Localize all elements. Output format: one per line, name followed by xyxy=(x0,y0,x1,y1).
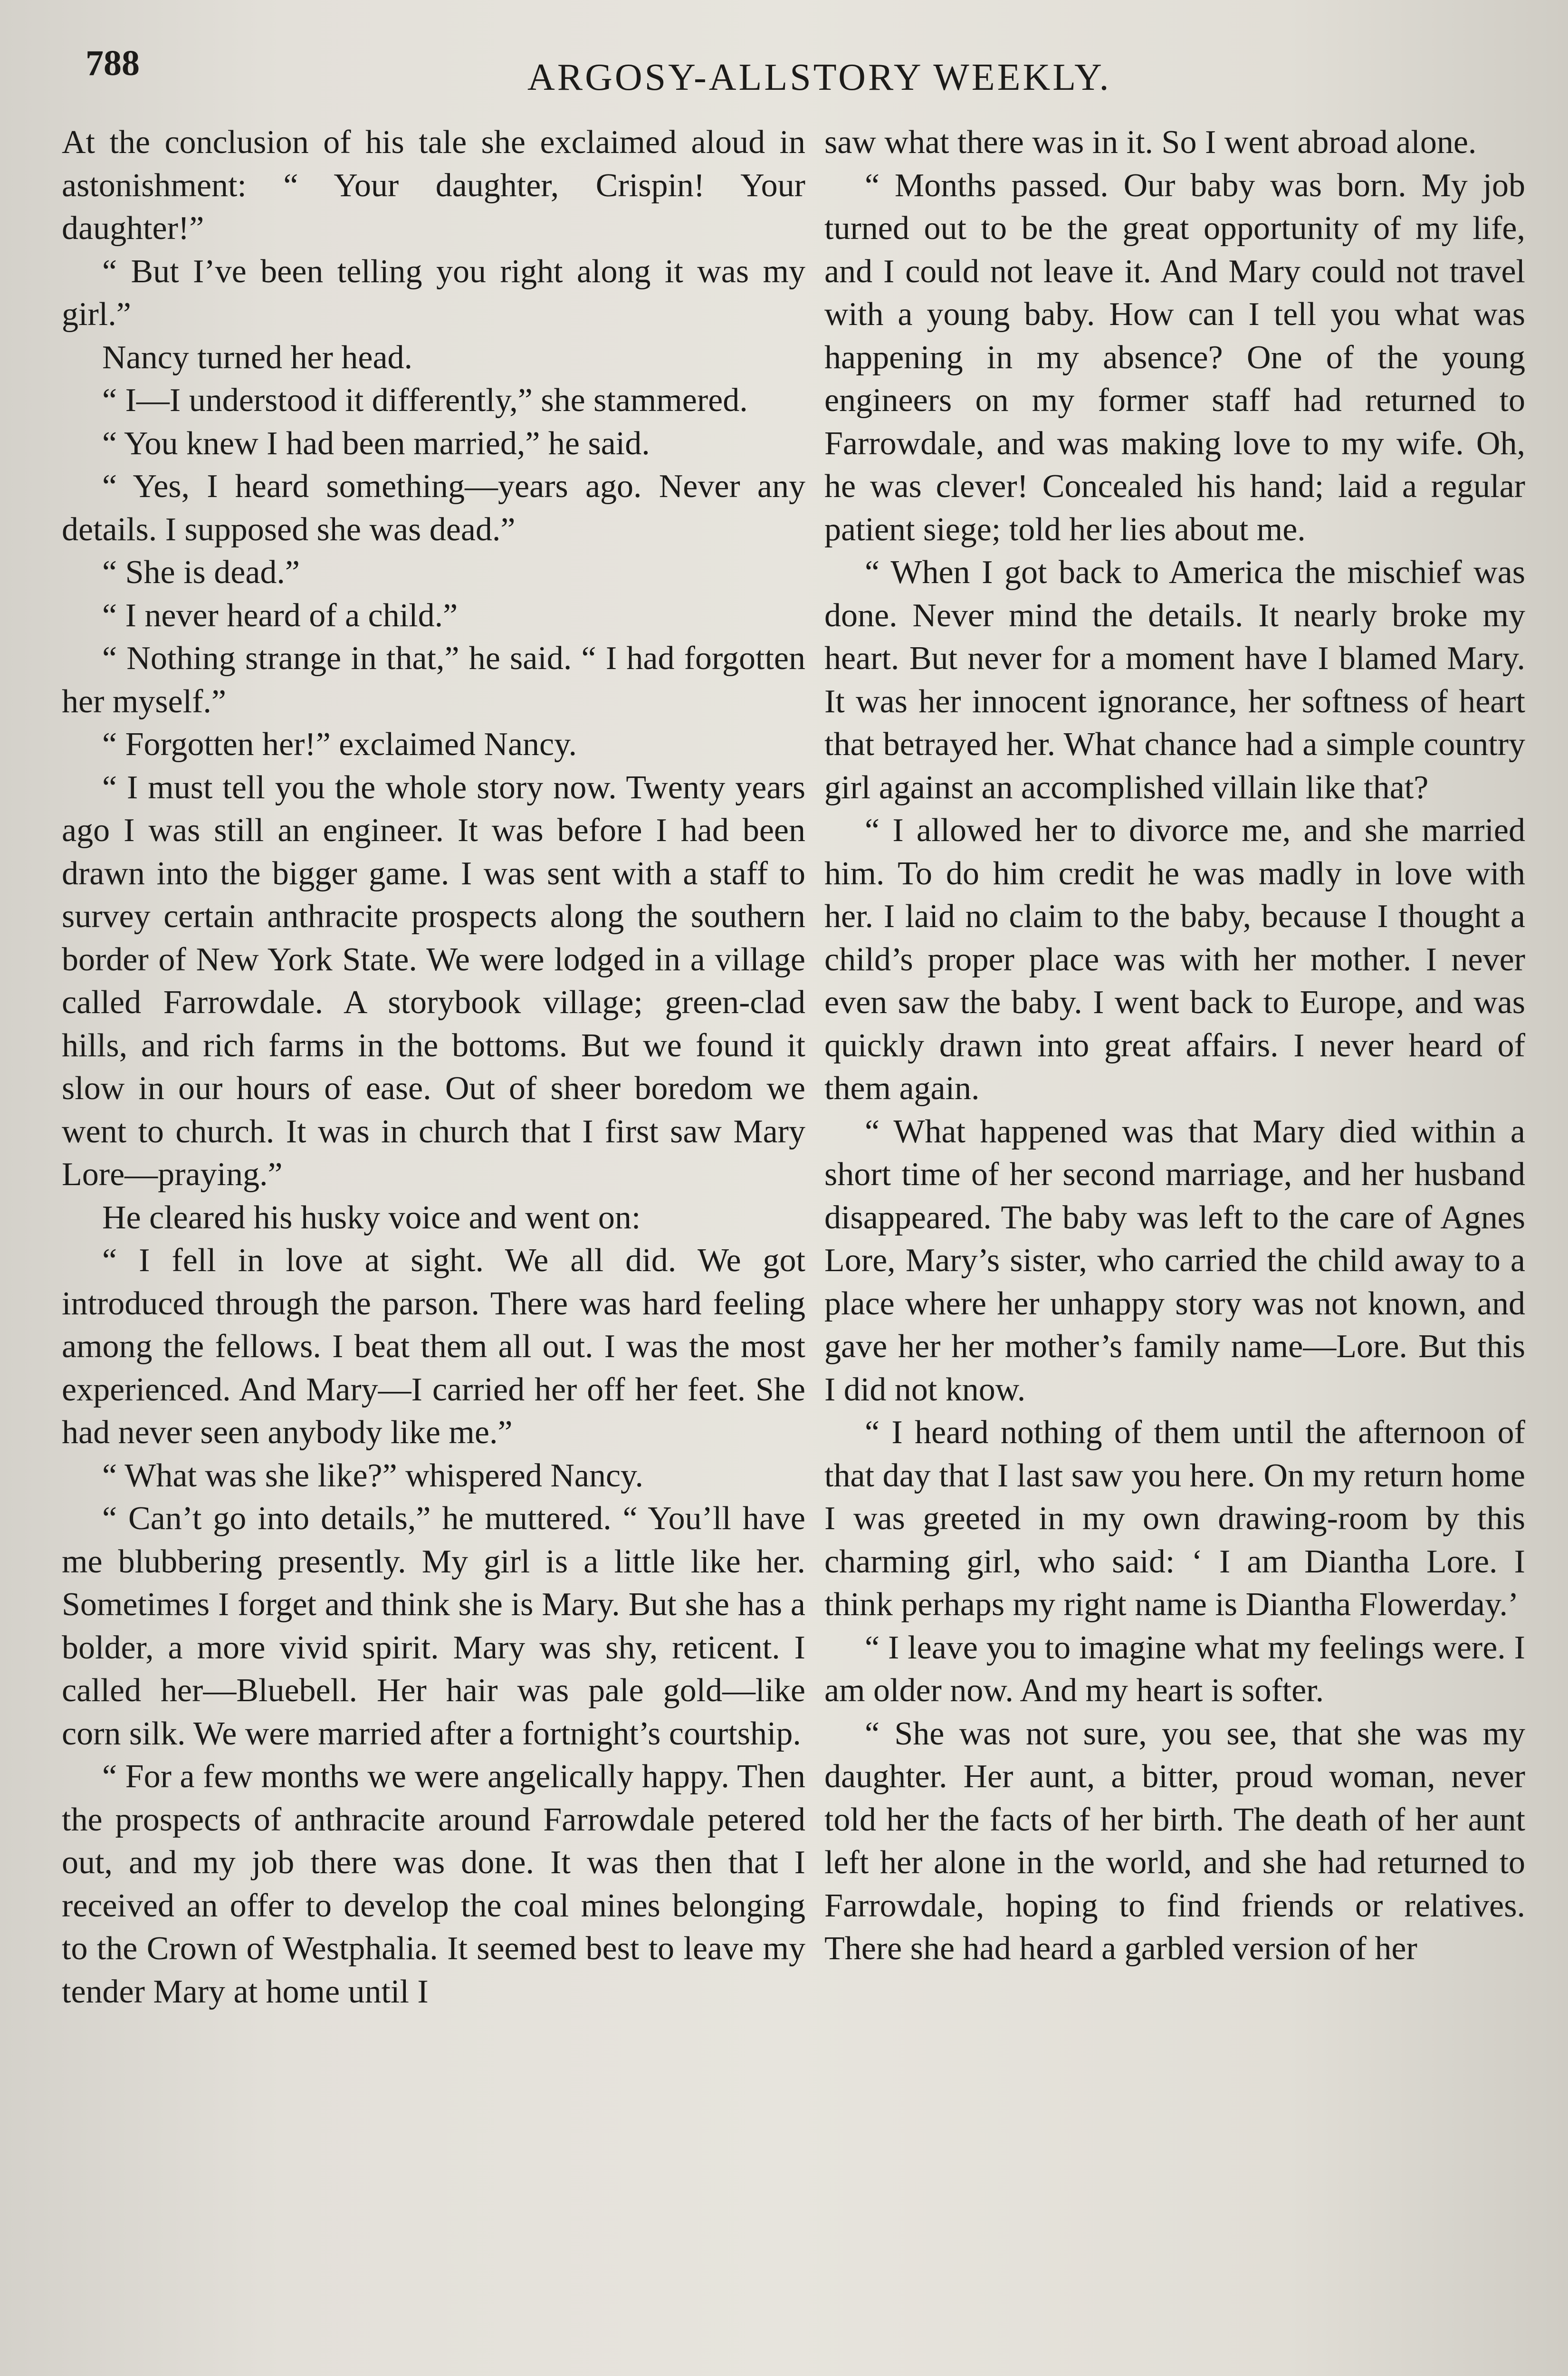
paragraph: Nancy turned her head. xyxy=(102,339,413,376)
paragraph: At the conclusion of his tale she exclaimed aloud in astonishment: “ Your daughter, Crispin! Your daughter!” xyxy=(62,124,805,247)
right-column xyxy=(824,121,1525,1971)
page-number: 788 xyxy=(86,43,140,83)
paragraph: “ You knew I had been married,” he said. xyxy=(102,425,650,462)
paragraph: “ She was not sure, you see, that she was my daughter. Her aunt, a bitter, proud woman, never told her the facts of her birth. The death of her aunt left her alone in the world, and she had returned to Farrowdale, hoping to find friends or relatives. There she had heard a garbled version of her xyxy=(824,1715,1525,1967)
paragraph: “ What was she like?” whispered Nancy. xyxy=(102,1457,644,1494)
paragraph: “ I never heard of a child.” xyxy=(102,597,458,634)
paragraph: “ She is dead.” xyxy=(102,554,300,591)
paragraph: “ But I’ve been telling you right along it was my girl.” xyxy=(62,253,805,333)
left-column xyxy=(62,121,805,2013)
paragraph: “ For a few months we were angelically happy. Then the prospects of anthracite around Farrowdale petered out, and my job there was done. It was then that I received an offer to develop the coal mines belonging to the Crown of Westphalia. It seemed best to leave my tender Mary at home until I xyxy=(62,1758,805,2010)
paragraph: “ What happened was that Mary died within a short time of her second marriage, and her husband disappeared. The baby was left to the care of Agnes Lore, Mary’s sister, who carried the child away to a place where her unhappy story was not known, and gave her her mother’s family name—Lore. But this I did not know. xyxy=(824,1113,1525,1408)
paragraph: “ Forgotten her!” exclaimed Nancy. xyxy=(102,726,577,763)
paragraph: “ When I got back to America the mischief was done. Never mind the details. It nearly broke my heart. But never for a moment have I blamed Mary. It was her innocent ignorance, her softness of heart that betrayed her. What chance had a simple country girl against an accomplished villain like that? xyxy=(824,554,1525,806)
paragraph: He cleared his husky voice and went on: xyxy=(102,1199,641,1236)
paragraph: “ Yes, I heard something—years ago. Never any details. I supposed she was dead.” xyxy=(62,468,805,548)
paragraph: “ I—I understood it differently,” she stammered. xyxy=(102,382,748,419)
paragraph: “ Nothing strange in that,” he said. “ I had forgotten her myself.” xyxy=(62,640,805,720)
paragraph: saw what there was in it. So I went abroad alone. xyxy=(824,124,1477,161)
paragraph: “ I fell in love at sight. We all did. We got introduced through the parson. There was hard feeling among the fellows. I beat them all out. I was the most experienced. And Mary—I carried her off her feet. She had never seen anybody like me.” xyxy=(62,1242,805,1451)
paragraph: “ I must tell you the whole story now. Twenty years ago I was still an engineer. It was before I had been drawn into the bigger game. I was sent with a staff to survey certain anthracite prospects along the southern border of New York State. We were lodged in a village called Farrowdale. A storybook village; green-clad hills, and rich farms in the bottoms. But we found it slow in our hours of ease. Out of sheer boredom we went to church. It was in church that I first saw Mary Lore—praying.” xyxy=(62,769,805,1193)
paragraph: “ Can’t go into details,” he muttered. “ You’ll have me blubbering presently. My girl is a little like her. Sometimes I forget and think she is Mary. But she has a bolder, a more vivid spirit. Mary was shy, reticent. I called her—Bluebell. Her hair was pale gold—like corn silk. We were married after a fortnight’s courtship. xyxy=(62,1500,805,1752)
paragraph: “ Months passed. Our baby was born. My job turned out to be the great opportunity of my life, and I could not leave it. And Mary could not travel with a young baby. How can I tell you what was happening in my absence? One of the young engineers on my former staff had returned to Farrowdale, and was making love to my wife. Oh, he was clever! Concealed his hand; laid a regular patient siege; told her lies about me. xyxy=(824,167,1525,548)
paragraph: “ I allowed her to divorce me, and she married him. To do him credit he was madly in love with her. I laid no claim to the baby, because I thought a child’s proper place was with her mother. I never even saw the baby. I went back to Europe, and was quickly drawn into great affairs. I never heard of them again. xyxy=(824,812,1525,1107)
page-header xyxy=(81,33,1492,128)
paragraph: “ I leave you to imagine what my feelings were. I am older now. And my heart is softer. xyxy=(824,1629,1525,1709)
paragraph: “ I heard nothing of them until the afternoon of that day that I last saw you here. On my return home I was greeted in my own drawing-room by this charming girl, who said: ‘ I am Diantha Lore. I think perhaps my right name is Diantha Flowerday.’ xyxy=(824,1414,1525,1623)
running-head: ARGOSY-ALLSTORY WEEKLY. xyxy=(527,57,1111,98)
